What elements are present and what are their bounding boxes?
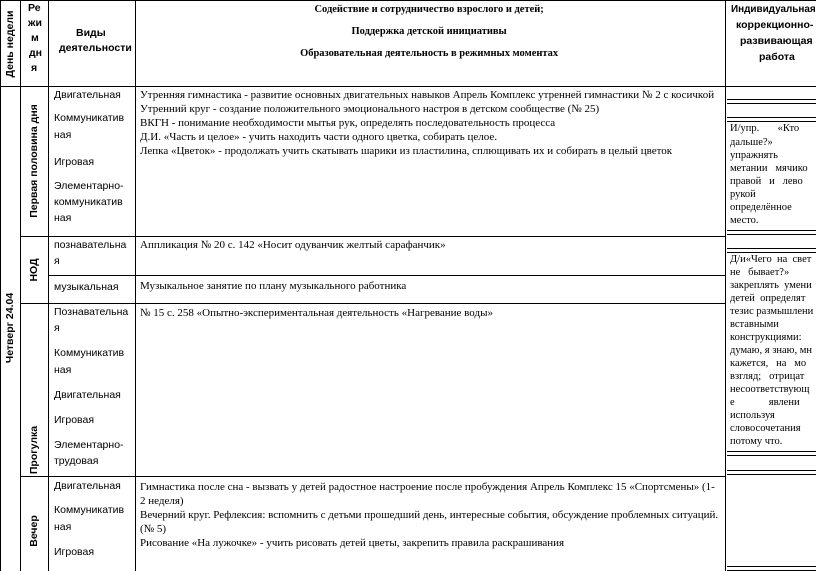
first-half-individual-line-2: дальше?»	[730, 137, 773, 148]
first-half-content-line-1: Утренняя гимнастика - развитие основных двигательных навыков Апрель Комплекс утренней гимнастики № 2 с косичкой	[140, 89, 715, 101]
first-half-individual-line-3: упражнять	[730, 150, 778, 161]
evening-label: Вечер	[28, 515, 40, 547]
first-half-individual-line-5: правой и лево	[730, 176, 803, 187]
day-label: Четверг 24.04	[4, 292, 16, 364]
walk-activity-6: Игровая	[54, 414, 95, 426]
first-half-content-line-5: Лепка «Цветок» - продолжать учить скатывать шарики из пластилина, сплющивать их и собирать в целый цветок	[140, 145, 673, 157]
nod-individual-line-13: используя	[730, 410, 775, 421]
activity-types-header-line-2: деятельности	[59, 42, 132, 54]
evening-activity-4: Игровая	[54, 546, 95, 558]
nod-individual-line-4: детей определят	[730, 293, 806, 304]
individual-header-line-3: развивающая	[740, 35, 813, 47]
educational-header: Образовательная деятельность в режимных моментах	[300, 48, 559, 59]
nod-individual-line-7: конструкциями:	[730, 332, 802, 343]
nod-bottom-border	[20, 303, 725, 304]
nod-individual-line-6: вставными	[730, 319, 779, 330]
walk-activity-2: я	[54, 322, 60, 334]
evening-content-line-3: Вечерний круг. Рефлексия: вспомнить с детьми прошедший день, интересные события, обсуждение проблемных ситуаций.	[140, 509, 719, 521]
nod-label: НОД	[28, 258, 40, 282]
col-border-0	[0, 0, 1, 571]
nod-individual-line-5: тезис размышлени	[730, 306, 814, 317]
first-half-content-line-3: ВКГН - понимание необходимости мытья рук, определять последовательность процесса	[140, 117, 556, 129]
regime-header-line-5: я	[31, 62, 38, 74]
first-half-activity-2: Коммуникатив	[54, 112, 125, 124]
nod-activity-1-line-2: я	[54, 255, 60, 267]
header-bottom-border	[0, 86, 816, 87]
col-border-day	[20, 0, 21, 571]
cooperation-header: Содействие и сотрудничество взрослого и детей;	[314, 4, 544, 15]
walk-activity-1: Познавательна	[54, 306, 129, 318]
first-half-bottom-border	[20, 236, 725, 237]
evening-activity-1: Двигательная	[54, 480, 121, 492]
col-border-content	[725, 0, 726, 571]
col-border-regime	[48, 0, 49, 571]
individual-separator-1	[727, 99, 816, 104]
walk-activity-7: Элементарно-	[54, 439, 124, 451]
individual-separator-7	[727, 566, 816, 571]
nod-individual-line-11: несоответствующ	[730, 384, 810, 395]
evening-content-line-2: 2 неделя)	[140, 495, 184, 507]
first-half-activity-3: ная	[54, 129, 72, 141]
nod-individual-line-2: не бывает?»	[730, 267, 790, 278]
nod-individual-line-1: Д/и«Чего на свет	[730, 254, 812, 265]
evening-activity-3: ная	[54, 521, 72, 533]
nod-individual-line-3: закреплять умени	[730, 280, 812, 291]
evening-content-line-5: Рисование «На лужочке» - учить рисовать детей цветы, закрепить правила раскрашивания	[140, 537, 565, 549]
nod-individual-line-8: думаю, я знаю, мн	[730, 345, 813, 356]
regime-header-line-1: Ре	[28, 2, 41, 14]
first-half-individual-line-7: определённое	[730, 202, 792, 213]
col-border-activity	[135, 0, 136, 571]
regime-header-line-4: дн	[29, 47, 43, 59]
first-half-label: Первая половина дня	[28, 104, 40, 218]
first-half-activity-6: коммуникатив	[54, 196, 123, 208]
walk-activity-4: ная	[54, 364, 72, 376]
individual-separator-5	[727, 451, 816, 456]
individual-header-line-1: Индивидуальная	[731, 3, 816, 15]
nod-individual-line-14: словосочетания	[730, 423, 801, 434]
evening-activity-2: Коммуникатив	[54, 504, 125, 516]
individual-separator-3	[727, 230, 816, 235]
nod-individual-line-9: кажется, на мо	[730, 358, 807, 369]
first-half-activity-1: Двигательная	[54, 89, 121, 101]
nod-individual-line-15: потому что.	[730, 436, 783, 447]
walk-activity-5: Двигательная	[54, 389, 121, 401]
first-half-individual-line-8: место.	[730, 215, 759, 226]
evening-content-line-1: Гимнастика после сна - вызвать у детей радостное настроение после пробуждения Апрель Комплекс 15 «Спортсмены» (1-	[140, 481, 715, 493]
walk-activity-8: трудовая	[54, 455, 99, 467]
walk-activity-3: Коммуникатив	[54, 347, 125, 359]
nod-content-1: Аппликация № 20 с. 142 «Носит одуванчик желтый сарафанчик»	[140, 239, 446, 251]
first-half-individual-line-1: И/упр. «Кто	[730, 123, 800, 134]
first-half-activity-7: ная	[54, 212, 72, 224]
first-half-content-line-2: Утренний круг - создание положительного эмоционального настроя в детском сообществе (№ 25)	[140, 103, 600, 115]
support-header: Поддержка детской инициативы	[351, 26, 507, 37]
nod-activity-2: музыкальная	[54, 281, 119, 293]
walk-bottom-border	[20, 476, 725, 477]
nod-individual-line-10: взгляд; отрицат	[730, 371, 805, 382]
walk-content: № 15 с. 258 «Опытно-экспериментальная деятельность «Нагревание воды»	[140, 307, 493, 319]
nod-activity-1-line-1: познавательна	[54, 239, 127, 251]
first-half-activity-5: Элементарно-	[54, 180, 124, 192]
nod-row-divider	[48, 275, 725, 276]
table-top-border	[0, 0, 816, 1]
individual-header-line-2: коррекционно-	[736, 19, 814, 31]
day-of-week-header: День недели	[4, 10, 16, 78]
walk-label: Прогулка	[28, 425, 40, 475]
activity-types-header-line-1: Виды	[76, 27, 106, 39]
nod-individual-line-12: е явлени	[730, 397, 800, 408]
individual-separator-6	[727, 470, 816, 475]
first-half-individual-line-4: метании мячико	[730, 163, 808, 174]
first-half-content-line-4: Д.И. «Часть и целое» - учить находить части одного цветка, собирать целое.	[140, 131, 498, 143]
nod-content-2: Музыкальное занятие по плану музыкального работника	[140, 280, 407, 292]
regime-header-line-2: жи	[28, 17, 42, 29]
individual-header-line-4: работа	[759, 51, 795, 63]
regime-header-line-3: м	[31, 32, 39, 44]
first-half-individual-line-6: рукой	[730, 189, 756, 200]
evening-content-line-4: (№ 5)	[140, 523, 167, 535]
first-half-activity-4: Игровая	[54, 156, 95, 168]
